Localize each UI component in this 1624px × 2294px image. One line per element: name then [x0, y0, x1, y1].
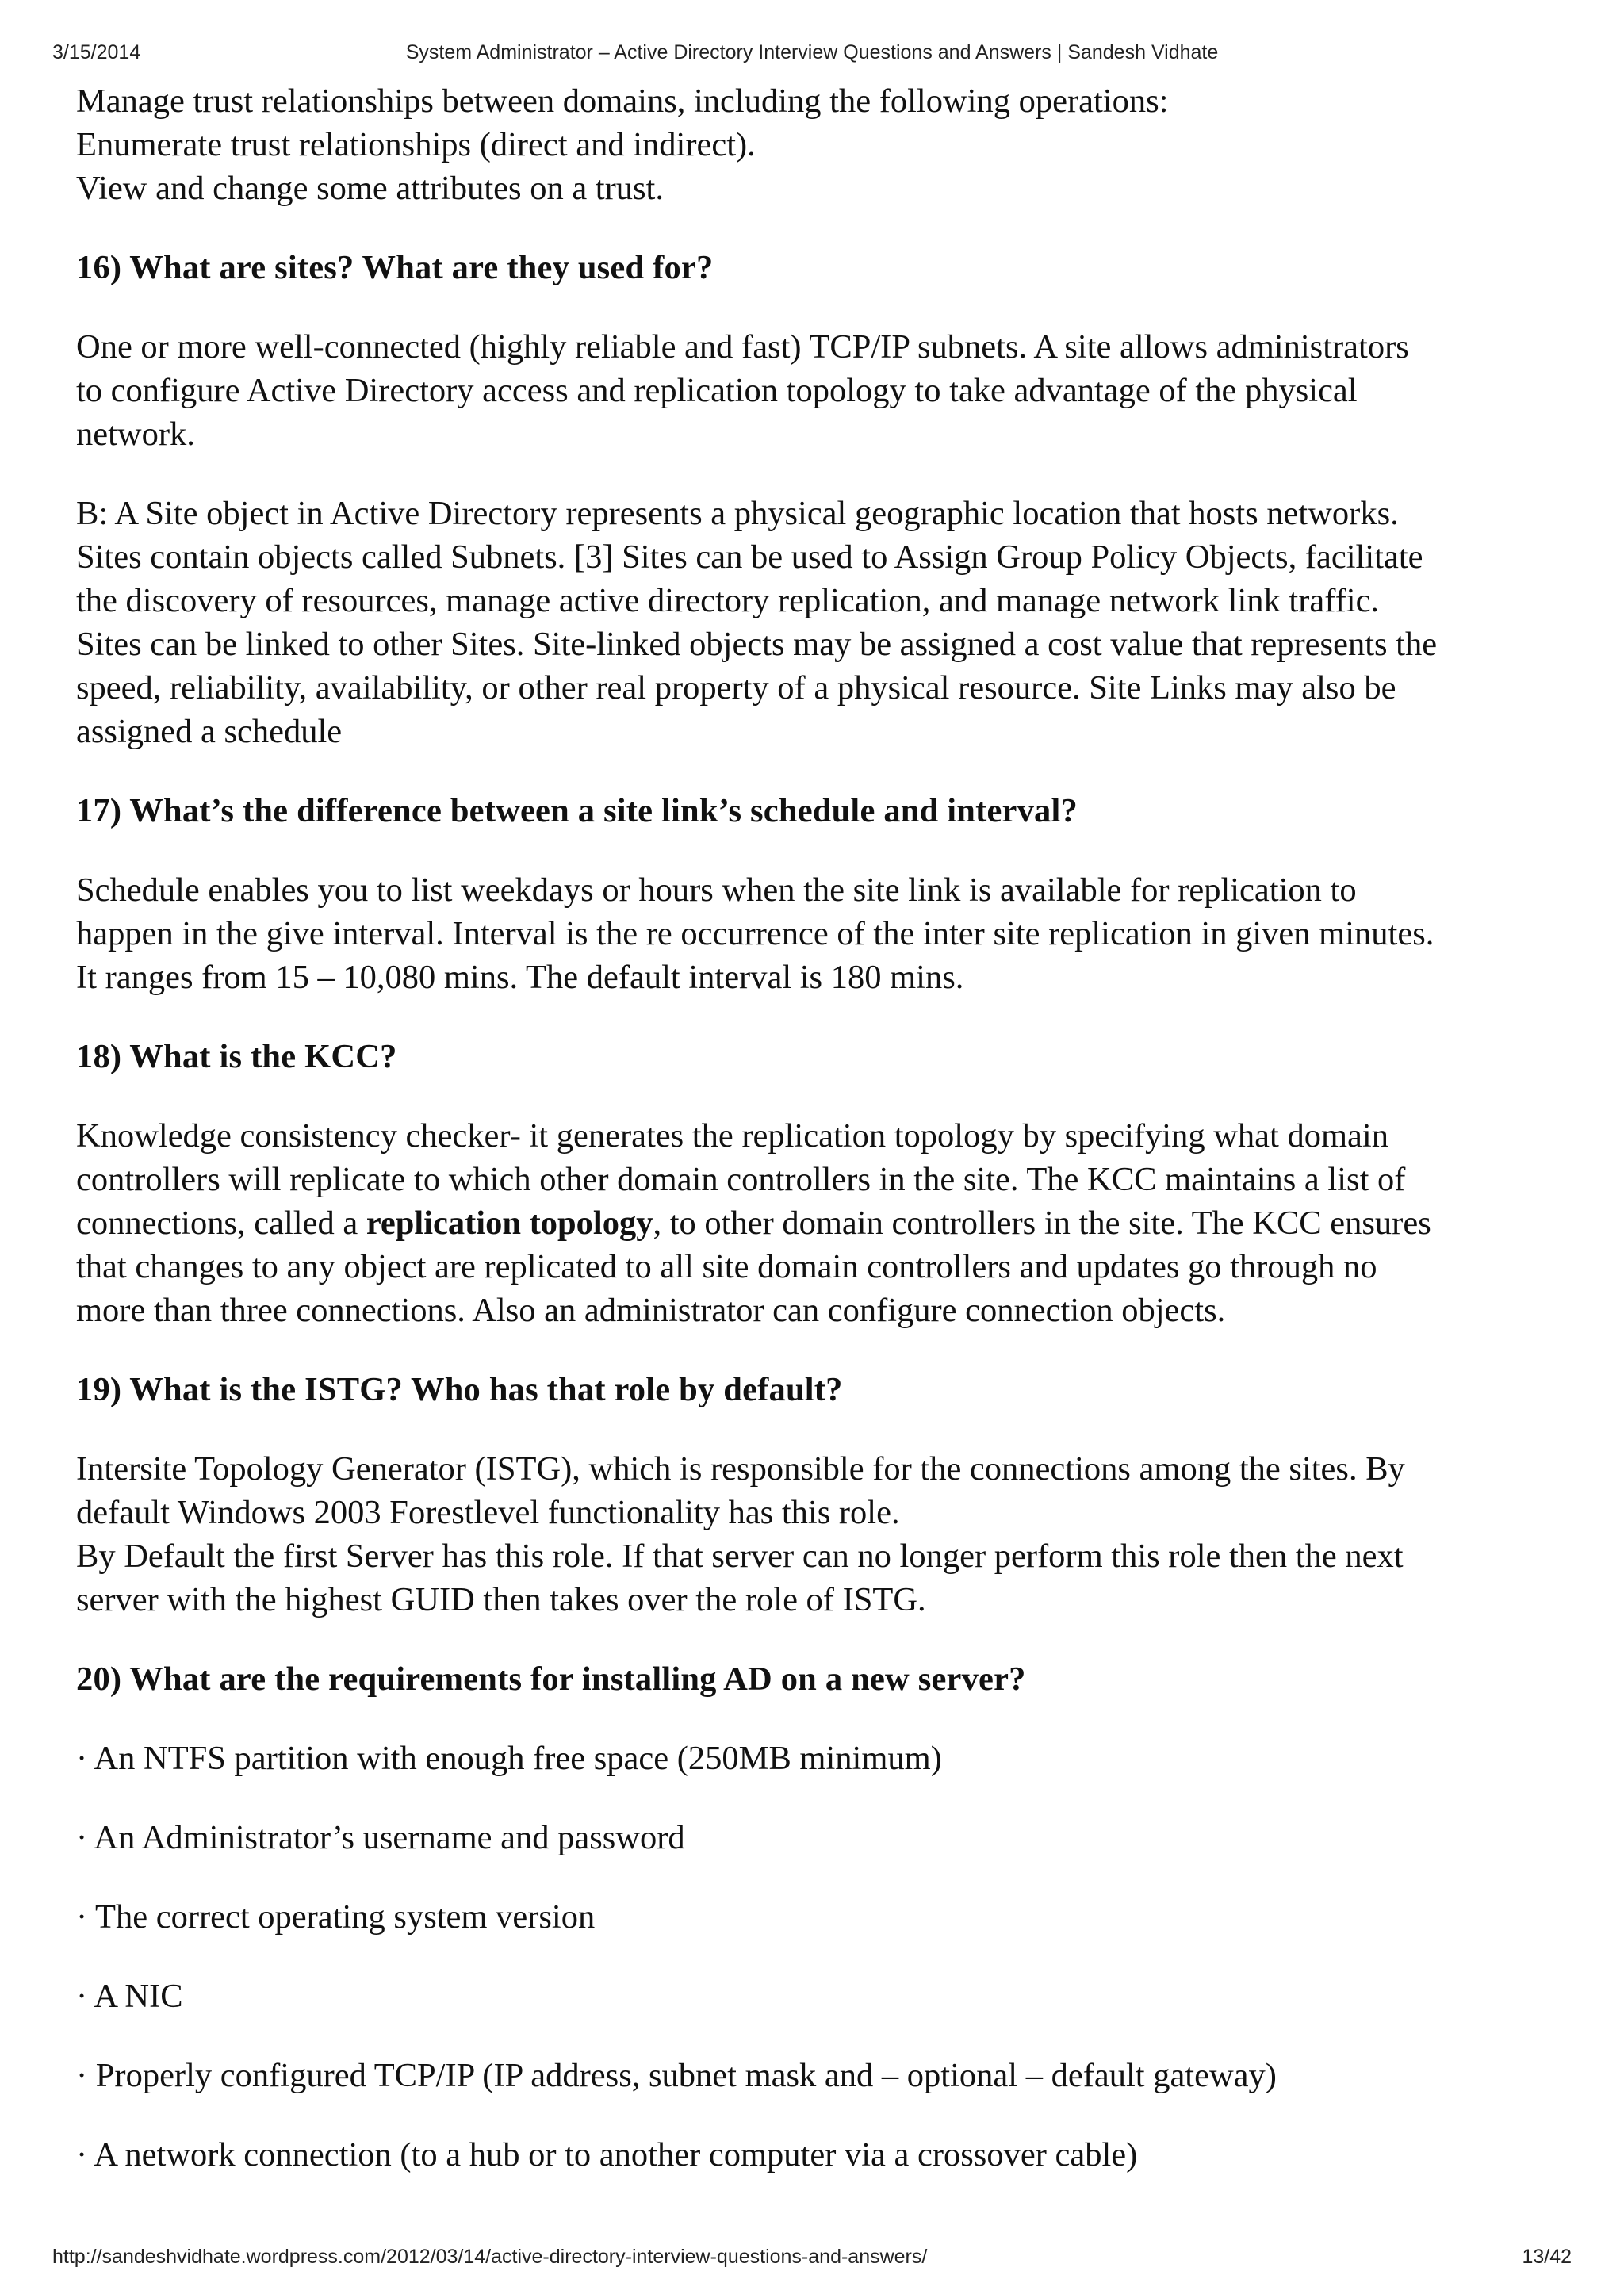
- question-17-heading: 17) What’s the difference between a site link’s schedule and interval?: [76, 792, 1078, 829]
- header-title: System Administrator – Active Directory Interview Questions and Answers | Sandesh Vidhate: [405, 41, 1219, 63]
- answer-line: Sites can be linked to other Sites. Site-linked objects may be assigned a cost value that represents the: [76, 626, 1438, 663]
- answer-line: By Default the first Server has this role. If that server can no longer perform this role then the next: [76, 1538, 1404, 1575]
- requirement-item: · A NIC: [76, 1978, 183, 2015]
- intro-paragraph: [76, 79, 1567, 210]
- footer-page-number: 13/42: [1522, 2246, 1572, 2268]
- answer-line: server with the highest GUID then takes over the role of ISTG.: [76, 1581, 926, 1618]
- question-18-heading: 18) What is the KCC?: [76, 1038, 397, 1075]
- requirement-item: · An Administrator’s username and password: [76, 1819, 685, 1856]
- answer-line: network.: [76, 416, 195, 453]
- answer-line: Intersite Topology Generator (ISTG), which is responsible for the connections among the sites. By: [76, 1450, 1405, 1488]
- answer-line: controllers will replicate to which other domain controllers in the site. The KCC maintains a list of: [76, 1161, 1406, 1198]
- requirement-item: · Properly configured TCP/IP (IP address, subnet mask and – optional – default gateway): [76, 2057, 1277, 2094]
- answer-line: B: A Site object in Active Directory represents a physical geographic location that hosts networks.: [76, 495, 1399, 532]
- intro-line: View and change some attributes on a trust.: [76, 170, 664, 207]
- answer-line: Schedule enables you to list weekdays or hours when the site link is available for replication to: [76, 871, 1357, 909]
- question-16-heading: 16) What are sites? What are they used for?: [76, 249, 714, 286]
- answer-text: connections, called a: [76, 1204, 366, 1242]
- footer-url: http://sandeshvidhate.wordpress.com/2012/03/14/active-directory-interview-questions-and-answers/: [52, 2246, 928, 2268]
- intro-line: Enumerate trust relationships (direct and indirect).: [76, 126, 756, 163]
- answer-line: assigned a schedule: [76, 713, 343, 750]
- answer-line: speed, reliability, availability, or other real property of a physical resource. Site Links may also be: [76, 669, 1396, 707]
- requirement-item: · A network connection (to a hub or to another computer via a crossover cable): [76, 2136, 1138, 2173]
- answer-17-paragraph: [76, 868, 1567, 999]
- article-body: [76, 79, 1567, 2212]
- answer-16-paragraph-2: [76, 492, 1567, 753]
- question-19-heading: 19) What is the ISTG? Who has that role by default?: [76, 1371, 843, 1408]
- answer-19-paragraph: [76, 1447, 1567, 1622]
- answer-line: the discovery of resources, manage active directory replication, and manage network link traffic.: [76, 582, 1380, 619]
- answer-line: default Windows 2003 Forestlevel functionality has this role.: [76, 1494, 900, 1531]
- answer-line: that changes to any object are replicated to all site domain controllers and updates go through no: [76, 1248, 1377, 1285]
- answer-line: Sites contain objects called Subnets. [3] Sites can be used to Assign Group Policy Objects, facilitate: [76, 538, 1423, 576]
- intro-line: Manage trust relationships between domains, including the following operations:: [76, 82, 1169, 120]
- answer-line: It ranges from 15 – 10,080 mins. The default interval is 180 mins.: [76, 959, 964, 996]
- answer-line: [76, 1201, 1567, 1245]
- replication-topology-term: replication topology: [366, 1204, 653, 1242]
- answer-line: to configure Active Directory access and replication topology to take advantage of the physical: [76, 372, 1358, 409]
- answer-line: Knowledge consistency checker- it generates the replication topology by specifying what domain: [76, 1117, 1388, 1155]
- question-20-heading: 20) What are the requirements for installing AD on a new server?: [76, 1660, 1026, 1698]
- answer-line: more than three connections. Also an administrator can configure connection objects.: [76, 1292, 1226, 1329]
- answer-16-paragraph-1: [76, 325, 1567, 456]
- answer-18-paragraph: [76, 1114, 1567, 1332]
- answer-line: happen in the give interval. Interval is the re occurrence of the inter site replication in given minutes.: [76, 915, 1434, 952]
- answer-line: One or more well-connected (highly reliable and fast) TCP/IP subnets. A site allows administrators: [76, 328, 1409, 366]
- header-date: 3/15/2014: [52, 41, 141, 63]
- requirement-item: · The correct operating system version: [76, 1898, 596, 1936]
- requirement-item: · An NTFS partition with enough free space (250MB minimum): [76, 1740, 942, 1777]
- answer-text: , to other domain controllers in the site. The KCC ensures: [653, 1204, 1431, 1242]
